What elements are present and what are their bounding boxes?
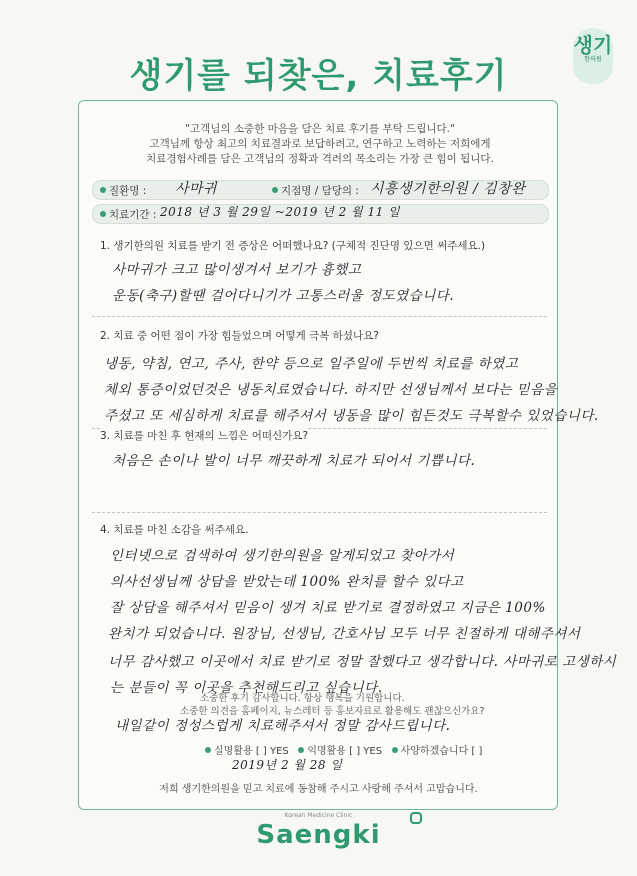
signed-date: 2019년 2 월 28 일 (232, 758, 343, 772)
answer-4-line-6: 는 분들이 꼭 이곳을 추천해드리고 싶습니다. (110, 680, 383, 696)
answer-4-line-3: 잘 상담을 해주셔서 믿음이 생겨 치료 받기로 결정하였고 지금은 100% (110, 600, 546, 616)
logo-main: 생기 (573, 33, 613, 57)
period-value: 2018 년 3 월 29일 ~2019 년 2 월 11 일 (160, 205, 401, 219)
bullet-icon (392, 747, 398, 753)
question-3: 3. 치료를 마친 후 현재의 느낌은 어떠신가요? (100, 430, 309, 442)
brand-logo: Saengki (256, 820, 381, 850)
disease-label: 질환명 : (100, 183, 146, 198)
bullet-icon (100, 211, 106, 217)
consent-options (205, 742, 482, 757)
consent-question: 소중한 의견을 홈페이지, 뉴스레터 등 홍보자료로 활용해도 괜찮으신가요? (180, 706, 485, 717)
section-divider (92, 512, 547, 513)
section-divider (92, 316, 547, 317)
brand-subtitle: Korean Medicine Clinic (284, 812, 353, 819)
question-1: 1. 생기한의원 치료를 받기 전 증상은 어떠했나요? (구체적 진단명 있으면 써주세요.) (100, 240, 486, 252)
branch-label: 지점명 / 담당의 : (272, 183, 359, 198)
answer-2-line-2: 체외 통증이었던것은 냉동치료였습니다. 하지만 선생님께서 보다는 믿음을 (104, 382, 558, 398)
answer-1-line-1: 사마귀가 크고 많이생겨서 보기가 흉했고 (112, 262, 362, 278)
option-decline[interactable]: 사양하겠습니다 [ ] (400, 746, 483, 757)
branch-value: 시흥생기한의원 / 김창완 (370, 181, 526, 197)
answer-4-line-7: 내일같이 정성스럽게 치료해주셔서 정말 감사드립니다. (115, 718, 451, 734)
answer-1-line-2: 운동(축구)할땐 걸어다니기가 고통스러울 정도였습니다. (112, 288, 455, 304)
intro-line-3: 치료경험사례를 담은 고객님의 정확과 격려의 목소리는 가장 큰 힘이 됩니다. (146, 153, 494, 165)
intro-line-1: "고객님의 소중한 마음을 담은 치료 후기를 부탁 드립니다." (185, 123, 455, 135)
option-anonymous[interactable]: 익명활용 [ ] YES (307, 746, 383, 757)
question-4: 4. 치료를 마친 소감을 써주세요. (100, 524, 249, 536)
bullet-icon (272, 187, 278, 193)
question-2: 2. 치료 중 어떤 점이 가장 힘들었으며 어떻게 극복 하셨나요? (100, 330, 379, 342)
logo-sub: 한의원 (584, 56, 602, 63)
clinic-logo (573, 28, 613, 84)
answer-4-line-1: 인터넷으로 검색하여 생기한의원을 알게되었고 찾아가서 (110, 548, 455, 564)
answer-4-line-5: 너무 감사했고 이곳에서 치료 받기로 정말 잘했다고 생각합니다. 사마귀로 고생하시 (108, 654, 617, 670)
bullet-icon (298, 747, 304, 753)
bullet-icon (100, 187, 106, 193)
intro-line-2: 고객님께 항상 최고의 치료결과로 보답하려고, 연구하고 노력하는 저희에게 (149, 138, 491, 150)
disease-value: 사마귀 (175, 181, 218, 197)
answer-2-line-3: 주셨고 또 세심하게 치료를 해주셔서 냉동을 많이 힘든것도 극복할수 있었습니다. (104, 408, 599, 424)
page-title: 생기를 되찾은, 치료후기 (129, 56, 508, 96)
answer-3-line-1: 처음은 손이나 발이 너무 깨끗하게 치료가 되어서 기쁩니다. (112, 453, 476, 469)
option-real-name[interactable]: 실명활용 [ ] YES (214, 746, 289, 757)
brand-dot-icon (410, 812, 422, 824)
answer-2-line-1: 냉동, 약침, 연고, 주사, 한약 등으로 일주일에 두번씩 치료를 하였고 (104, 356, 519, 372)
period-label: 치료기간 : (100, 207, 156, 222)
footer-message: 저희 생기한의원을 믿고 치료에 동참해 주시고 사랑해 주셔서 고맙습니다. (159, 784, 478, 795)
bullet-icon (205, 747, 211, 753)
answer-4-line-2: 의사선생님께 상담을 받았는데 100% 완치를 할수 있다고 (110, 574, 464, 590)
thanks-line: 소중한 후기 감사합니다. 항상 행복을 기원합니다. (200, 693, 405, 704)
answer-4-line-4: 완치가 되었습니다. 원장님, 선생님, 간호사님 모두 너무 친절하게 대해주셔서 (108, 626, 581, 642)
